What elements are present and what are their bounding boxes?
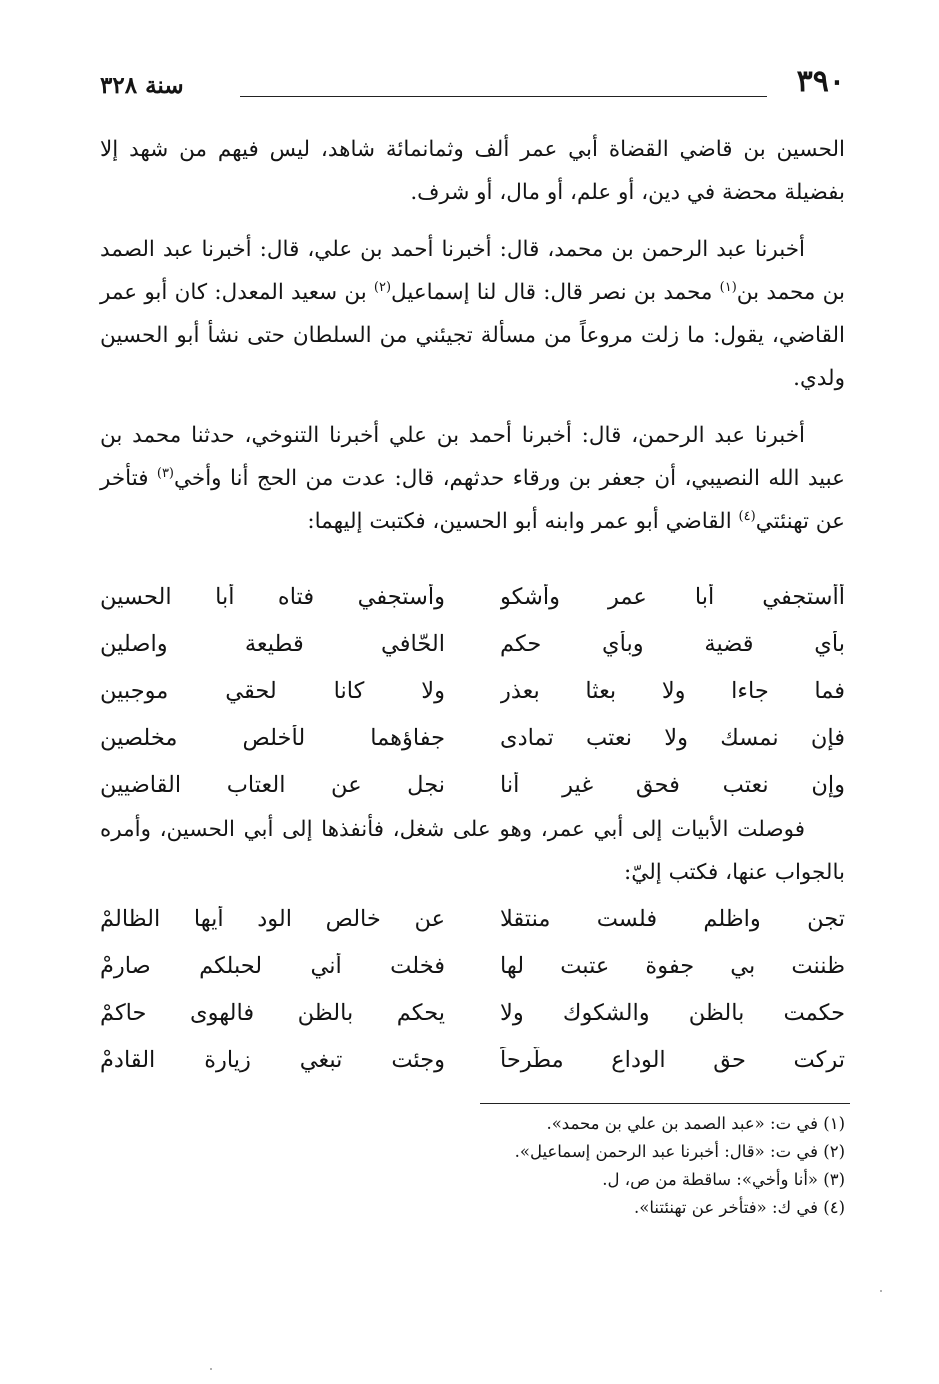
first-hemistich: ظننت بي جفوة عتبت لها — [500, 952, 845, 979]
poem-1-verse — [100, 667, 845, 714]
first-hemistich: تجن واظلم فلست منتقلا — [500, 905, 845, 932]
second-hemistich: جفاؤهما لأخلص مخلصين — [100, 724, 445, 751]
first-hemistich: وإن نعتب فحق غير أنا — [500, 771, 845, 798]
paragraph-2-text-a: أخبرنا عبد الرحمن بن محمد، قال: أخبرنا أحمد بن علي، قال: أخبرنا عبد الصمد بن محمد بن — [100, 237, 845, 305]
footnote-ref-1[interactable]: (١) — [719, 279, 737, 295]
poem-2 — [100, 895, 845, 1083]
page-header — [100, 62, 845, 102]
second-hemistich: وأستجفي فتاه أبا الحسين — [100, 583, 445, 610]
poem-1-verse — [100, 714, 845, 761]
poem-1-verse — [100, 620, 845, 667]
first-hemistich: بأي قضية وبأي حكم — [500, 630, 845, 657]
footnotes — [480, 1110, 845, 1222]
poem-2-verse — [100, 1036, 845, 1083]
paragraph-2-text-c: بن سعيد المعدل: كان أبو عمر القاضي، يقول: ما زلت مروعاً من مسألة تجيئني من السلطان حتى نشأ أبو الحسين ولدي. — [100, 280, 845, 391]
poem-2-verse — [100, 989, 845, 1036]
footnote-3: (٣) «أنا وأخي»: ساقطة من ص، ل. — [602, 1170, 845, 1189]
paragraph-2 — [100, 228, 845, 400]
poem-1-verse — [100, 761, 845, 808]
footnote-4: (٤) في ك: «فتأخر عن تهنئتنا». — [634, 1198, 845, 1217]
footnote-1: (١) في ت: «عبد الصمد بن علي بن محمد». — [546, 1114, 845, 1133]
paragraph-2-text-b: محمد بن نصر قال: قال لنا إسماعيل — [391, 280, 720, 305]
footnote-ref-2[interactable]: (٢) — [373, 279, 392, 295]
paragraph-4: فوصلت الأبيات إلى أبي عمر، وهو على شغل، فأنفذها إلى أبي الحسين، وأمره بالجواب عنها، فكتب إليّ: — [100, 817, 845, 885]
poem-1-verse — [100, 573, 845, 620]
second-hemistich: ولا كانا لحقي موجبين — [100, 677, 445, 704]
running-head-year: سنة ٣٢٨ — [100, 72, 184, 99]
footnote-ref-4[interactable]: (٤) — [738, 508, 756, 524]
first-hemistich: حكمت بالظن والشكوك ولا — [500, 999, 845, 1026]
scan-speck — [880, 1290, 882, 1292]
paragraph-3-text-b: فتأخر عن تهنئتي — [100, 466, 845, 534]
first-hemistich: أأستجفي أبا عمر وأشكو — [500, 583, 845, 610]
paragraph-3 — [100, 414, 845, 543]
poem-1 — [100, 573, 845, 808]
second-hemistich: نجل عن العتاب القاضيين — [100, 771, 445, 798]
header-rule — [240, 96, 767, 97]
second-hemistich: وجئت تبغي زيارة القادمْ — [100, 1046, 445, 1073]
second-hemistich: عن خالص الود أيها الظالمْ — [100, 905, 445, 932]
paragraph-1: الحسين بن قاضي القضاة أبي عمر ألف وثمانمائة شاهد، ليس فيهم من شهد إلا بفضيلة محضة في دين، أو علم، أو مال، أو شرف. — [100, 137, 845, 205]
paragraph-3-text-a: أخبرنا عبد الرحمن، قال: أخبرنا أحمد بن علي أخبرنا التنوخي، حدثنا محمد بن عبيد الله النصيبي، أن جعفر بن ورقاء حدثهم، قال: عدت من الحج أنا وأخي — [100, 423, 845, 491]
second-hemistich: فخلت أني لحبلكم صارمْ — [100, 952, 445, 979]
second-hemistich: يحكم بالظن فالهوى حاكمْ — [100, 999, 445, 1026]
footnote-separator — [480, 1103, 850, 1104]
poem-2-verse — [100, 895, 845, 942]
first-hemistich: فما جاءا ولا بعثا بعذر — [500, 677, 845, 704]
second-hemistich: الحّافي قطيعة واصلين — [100, 630, 445, 657]
text-after-poem-1 — [100, 808, 845, 894]
paragraph-3-text-c: القاضي أبو عمر وابنه أبو الحسين، فكتبت إليهما: — [307, 509, 739, 534]
footnote-2: (٢) في ت: «قال: أخبرنا عبد الرحمن إسماعيل». — [514, 1142, 845, 1161]
first-hemistich: فإن نمسك ولا نعتب تمادى — [500, 724, 845, 751]
first-hemistich: تركت حق الوداع مطّرحاً — [500, 1046, 845, 1073]
footnote-ref-3[interactable]: (٣) — [156, 465, 174, 481]
page-number: ٣٩٠ — [796, 64, 845, 99]
main-text-block — [100, 128, 845, 543]
poem-2-verse — [100, 942, 845, 989]
scan-speck — [210, 1368, 212, 1370]
